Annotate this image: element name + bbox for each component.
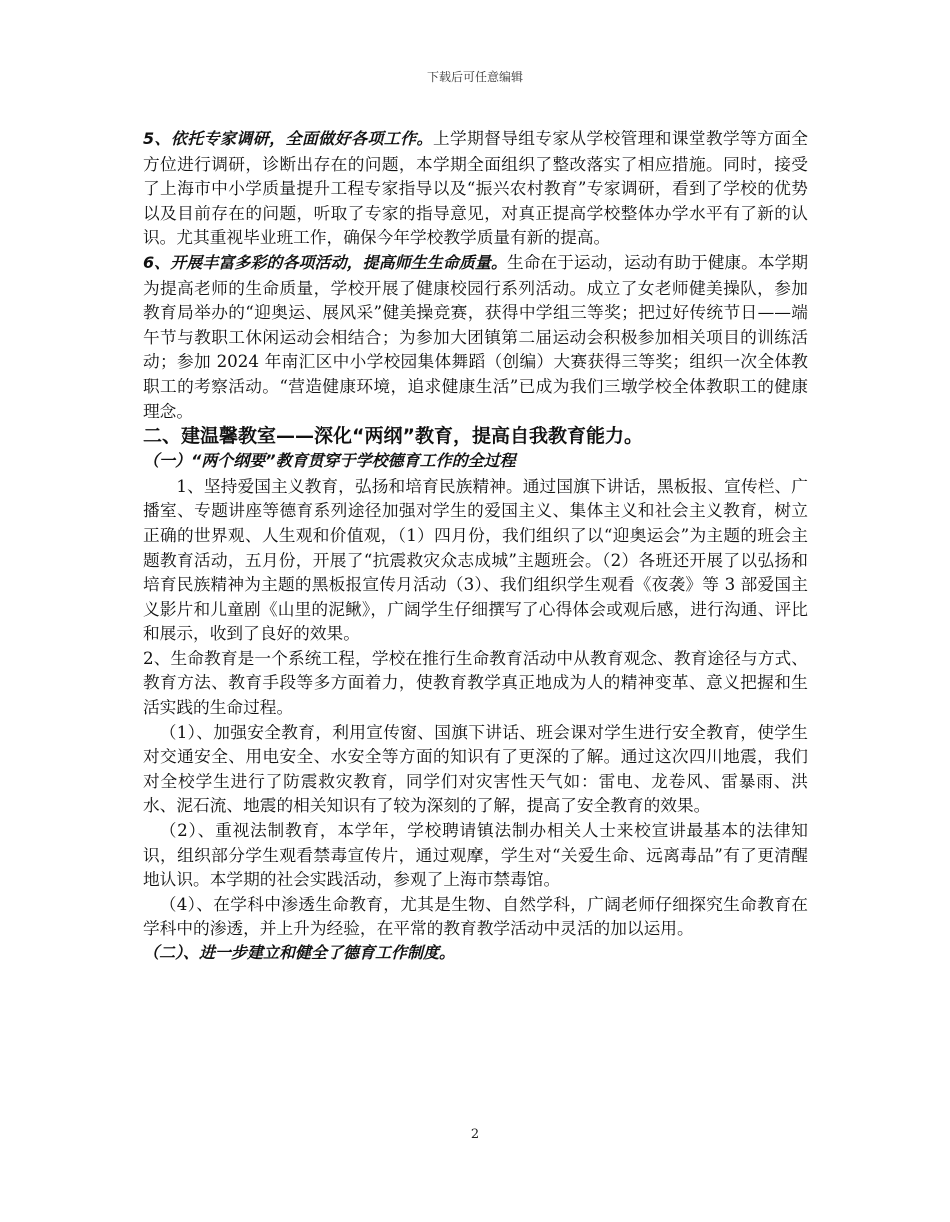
paragraph-6: [143, 250, 808, 423]
page-header: 下载后可任意编辑: [426, 70, 523, 84]
section-6-heading: 6、开展丰富多彩的各项活动，提高师生生命质量。: [143, 252, 507, 272]
item-2-1-paragraph: （1）、加强安全教育，利用宣传窗、国旗下讲话、班会课对学生进行安全教育，使学生对交通安全、用电安全、水安全等方面的知识有了更深的了解。通过这次四川地震，我们对全校学生进行了防震救灾教育，同学们对灾害性天气如：雷电、龙卷风、雷暴雨、洪水、泥石流、地震的相关知识有了较为深刻的了解，提高了安全教育的效果。: [143, 721, 808, 816]
section-6-body: 生命在于运动，运动有助于健康。本学期为提高老师的生命质量，学校开展了健康校园行系列活动。成立了女老师健美操队，参加教育局举办的“迎奥运、展风采”健美操竞赛，获得中学组三等奖；把过好传统节日——端午节与教职工休闲运动会相结合；为参加大团镇第二届运动会积极参加相关项目的训练活动；参加 2024 年南汇区中小学校园集体舞蹈（创编）大赛获得三等奖；组织一次全体教职工的考察活动。“营造健康环境，追求健康生活”已成为我们三墩学校全体教职工的健康理念。: [143, 251, 809, 421]
item-2-paragraph: 2、生命教育是一个系统工程，学校在推行生命教育活动中从教育观念、教育途径与方式、教育方法、教育手段等多方面着力，使教育教学真正地成为人的精神变革、意义把握和生活实践的生命过程。: [143, 647, 808, 718]
section-5-heading: 5、依托专家调研，全面做好各项工作。: [143, 129, 433, 148]
subsection-1-title: （一）“两个纲要”教育贯穿于学校德育工作的全过程: [143, 451, 516, 471]
item-2-2-paragraph: （2）、重视法制教育，本学年，学校聘请镇法制办相关人士来校宣讲最基本的法律知识，组织部分学生观看禁毒宣传片，通过观摩，学生对“关爱生命、远离毒品”有了更清醒地认识。本学期的社会实践活动，参观了上海市禁毒馆。: [143, 820, 808, 890]
paragraph-5: [143, 126, 808, 250]
document-body: [143, 126, 808, 966]
item-1-paragraph: 1、坚持爱国主义教育，弘扬和培育民族精神。通过国旗下讲话，黑板报、宣传栏、广播室、专题讲座等德育系列途径加强对学生的爱国主义、集体主义和社会主义教育，树立正确的世界观、人生观和价值观，（1）四月份，我们组织了以“迎奥运会”为主题的班会主题教育活动，五月份，开展了“抗震救灾众志成城”主题班会。（2）各班还开展了以弘扬和培育民族精神为主题的黑板报宣传月活动（3）、我们组织学生观看《夜袭》等 3 部爱国主义影片和儿童剧《山里的泥鳅》，广阔学生仔细撰写了心得体会或观后感，进行沟通、评比和展示，收到了良好的效果。: [143, 475, 808, 644]
part-2-title: 二、建温馨教室——深化“两纲”教育，提高自我教育能力。: [143, 425, 643, 448]
subsection-2-title: （二）、进一步建立和健全了德育工作制度。: [143, 943, 456, 962]
page-number: 2: [470, 1127, 480, 1142]
item-2-4-paragraph: （4）、在学科中渗透生命教育，尤其是生物、自然学科，广阔老师仔细探究生命教育在学科中的渗透，并上升为经验，在平常的教育教学活动中灵活的加以运用。: [143, 893, 808, 939]
section-5-body: 上学期督导组专家从学校管理和课堂教学等方面全方位进行调研，诊断出存在的问题，本学期全面组织了整改落实了相应措施。同时，接受了上海市中小学质量提升工程专家指导以及“振兴农村教育”专家调研，看到了学校的优势以及目前存在的问题，听取了专家的指导意见，对真正提高学校整体办学水平有了新的认识。尤其重视毕业班工作，确保今年学校教学质量有新的提高。: [143, 128, 808, 248]
